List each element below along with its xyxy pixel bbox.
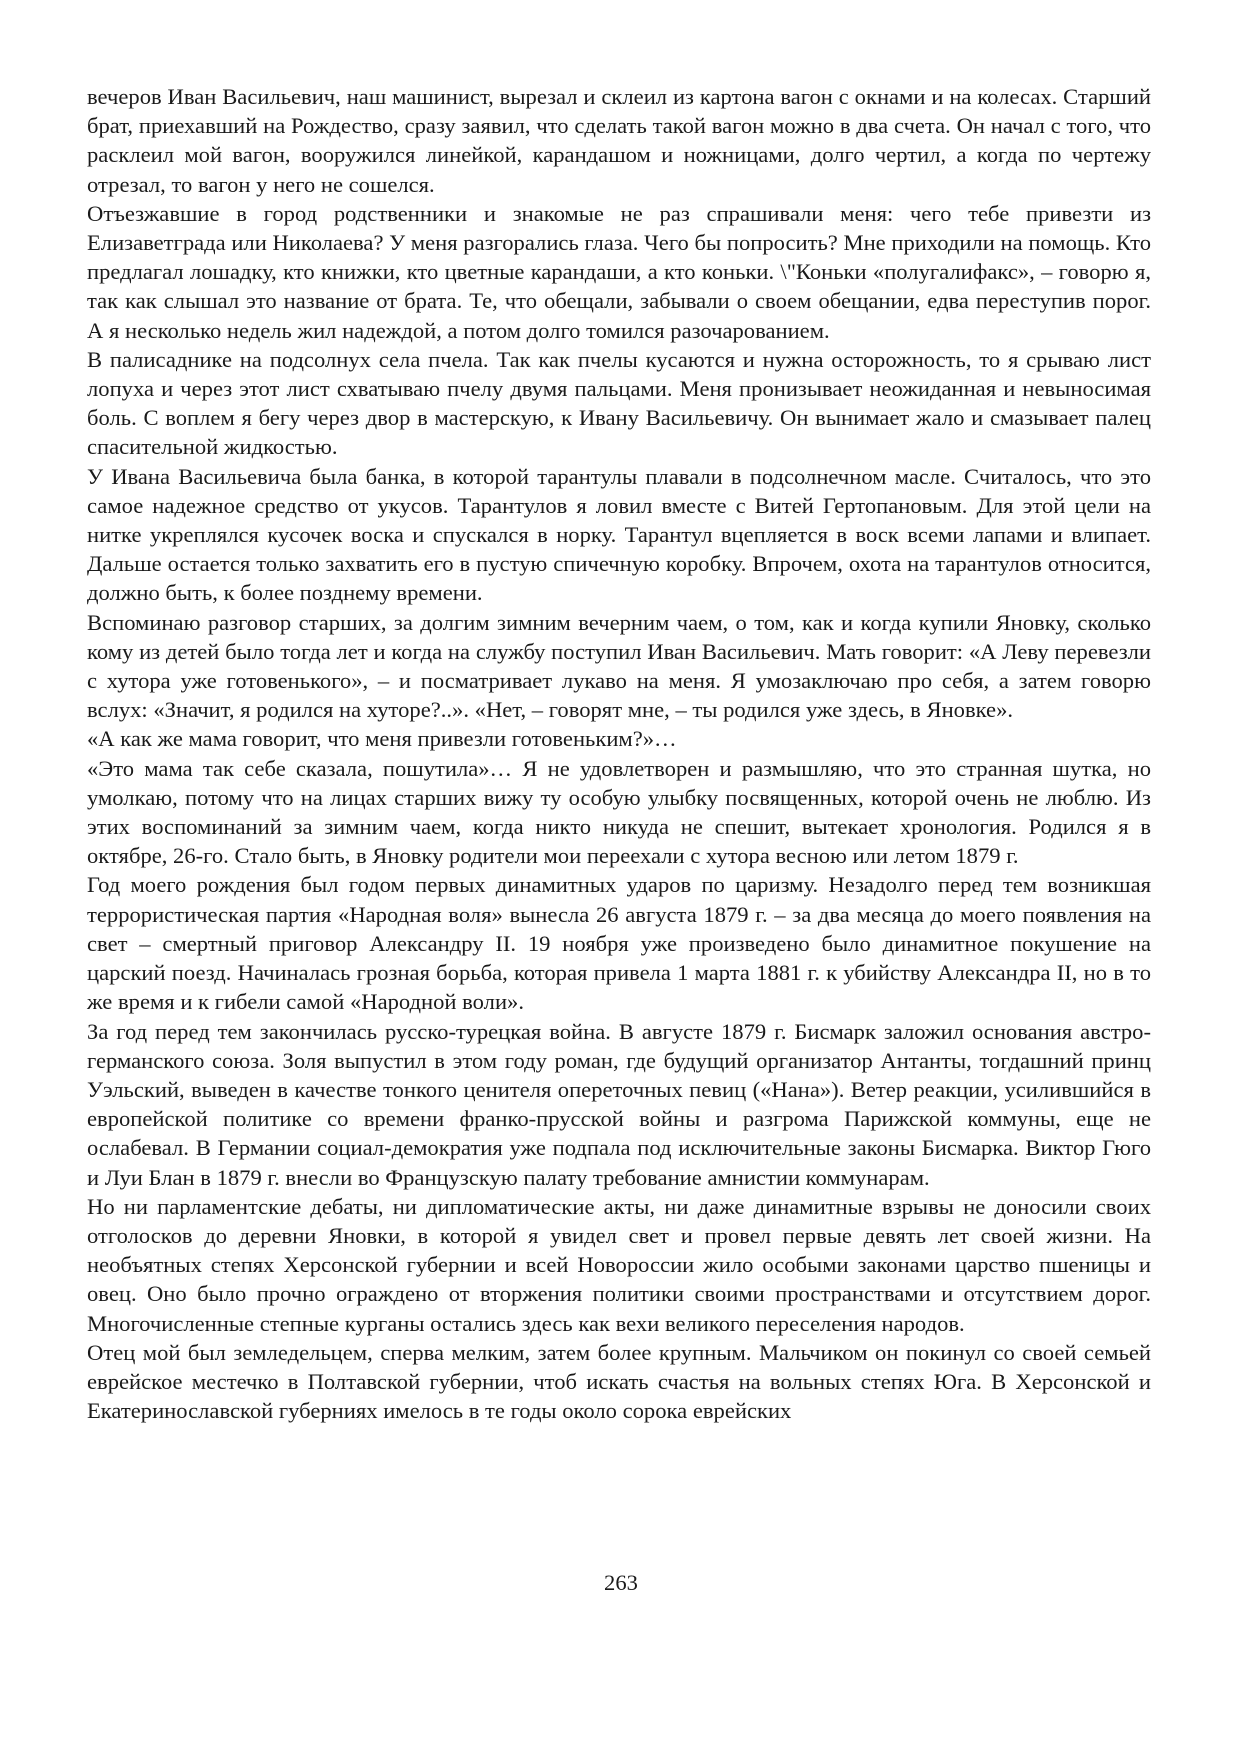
page-number: 263 xyxy=(604,1570,638,1595)
paragraph-3: В палисаднике на подсолнух села пчела. Так как пчелы кусаются и нужна осторожность, то я срываю лист лопуха и через этот лист схватываю пчелу двумя пальцами. Меня пронизывает неожиданная и невыносимая боль. С воплем я бегу через двор в мастерскую, к Ивану Васильевичу. Он вынимает жало и смазывает палец спасительной жидкостью. xyxy=(87,346,1151,460)
paragraph-4: У Ивана Васильевича была банка, в которой тарантулы плавали в подсолнечном масле. Считалось, что это самое надежное средство от укусов. Тарантулов я ловил вместе с Витей Гертопановым. Для этой цели на нитке укреплялся кусочек воска и спускался в норку. Тарантул вцепляется в воск всеми лапами и влипает. Дальше остается только захватить его в пустую спичечную коробку. Впрочем, охота на тарантулов относится, должно быть, к более позднему времени. xyxy=(87,463,1151,606)
paragraph-7: «Это мама так себе сказала, пошутила»… Я не удовлетворен и размышляю, что это странная шутка, но умолкаю, потому что на лицах старших вижу ту особую улыбку посвященных, которой очень не люблю. Из этих воспоминаний за зимним чаем, когда никто никуда не спешит, вытекает хронология. Родился я в октябре, 26-го. Стало быть, в Яновку родители мои переехали с хутора весною или летом 1879 г. xyxy=(87,755,1151,869)
paragraph-2: Отъезжавшие в город родственники и знакомые не раз спрашивали меня: чего тебе привезти из Елизаветграда или Николаева? У меня разгорались глаза. Чего бы попросить? Мне приходили на помощь. Кто предлагал лошадку, кто книжки, кто цветные карандаши, а кто коньки. \"Коньки «полугалифакс», – говорю я, так как слышал это название от брата. Те, что обещали, забывали о своем обещании, едва переступив порог. А я несколько недель жил надеждой, а потом долго томился разочарованием. xyxy=(87,200,1151,343)
paragraph-5: Вспоминаю разговор старших, за долгим зимним вечерним чаем, о том, как и когда купили Яновку, сколько кому из детей было тогда лет и когда на службу поступил Иван Васильевич. Мать говорит: «А Леву перевезли с хутора уже готовенького», – и посматривает лукаво на меня. Я умозаключаю про себя, а затем говорю вслух: «Значит, я родился на хуторе?..». «Нет, – говорят мне, – ты родился уже здесь, в Яновке». xyxy=(87,609,1151,723)
paragraph-10: Но ни парламентские дебаты, ни дипломатические акты, ни даже динамитные взрывы не доносили своих отголосков до деревни Яновки, в которой я увидел свет и провел первые девять лет своей жизни. На необъятных степях Херсонской губернии и всей Новороссии жило особыми законами царство пшеницы и овец. Оно было прочно ограждено от вторжения политики своими пространствами и отсутствием дорог. Многочисленные степные курганы остались здесь как вехи великого переселения народов. xyxy=(87,1193,1151,1336)
body-text xyxy=(87,82,1151,1425)
paragraph-1: вечеров Иван Васильевич, наш машинист, вырезал и склеил из картона вагон с окнами и на колесах. Старший брат, приехавший на Рождество, сразу заявил, что сделать такой вагон можно в два счета. Он начал с того, что расклеил мой вагон, вооружился линейкой, карандашом и ножницами, долго чертил, а когда по чертежу отрезал, то вагон у него не сошелся. xyxy=(87,84,1151,197)
paragraph-11: Отец мой был земледельцем, сперва мелким, затем более крупным. Мальчиком он покинул со своей семьей еврейское местечко в Полтавской губернии, чтоб искать счастья на вольных степях Юга. В Херсонской и Екатеринославской губерниях имелось в те годы около сорока еврейских xyxy=(87,1339,1151,1424)
paragraph-8: Год моего рождения был годом первых динамитных ударов по царизму. Незадолго перед тем возникшая террористическая партия «Народная воля» вынесла 26 августа 1879 г. – за два месяца до моего появления на свет – смертный приговор Александру II. 19 ноября уже произведено было динамитное покушение на царский поезд. Начиналась грозная борьба, которая привела 1 марта 1881 г. к убийству Александра II, но в то же время и к гибели самой «Народной воли». xyxy=(87,872,1151,1015)
paragraph-6: «А как же мама говорит, что меня привезли готовеньким?»… xyxy=(87,726,677,752)
paragraph-9: За год перед тем закончилась русско-турецкая война. В августе 1879 г. Бисмарк заложил основания австро-германского союза. Золя выпустил в этом году роман, где будущий организатор Антанты, тогдашний принц Уэльский, выведен в качестве тонкого ценителя опереточных певиц («Нана»). Ветер реакции, усилившийся в европейской политике со времени франко-прусской войны и разгрома Парижской коммуны, еще не ослабевал. В Германии социал-демократия уже подпала под исключительные законы Бисмарка. Виктор Гюго и Луи Блан в 1879 г. внесли во Французскую палату требование амнистии коммунарам. xyxy=(87,1018,1151,1190)
